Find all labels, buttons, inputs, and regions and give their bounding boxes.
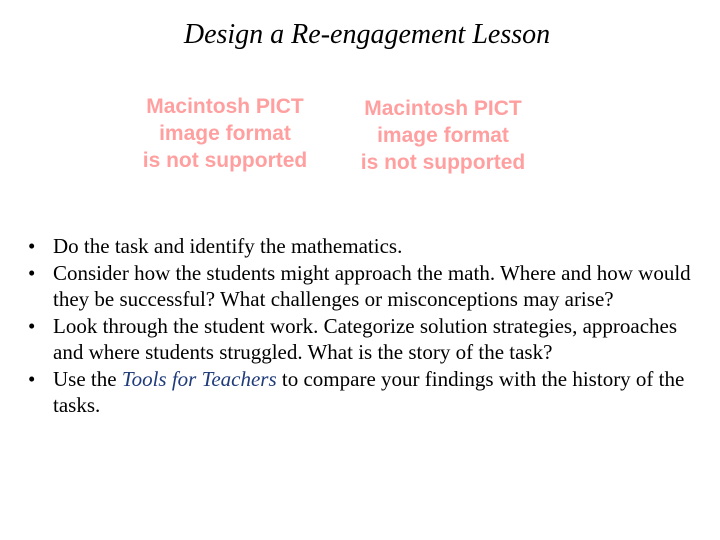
image-placeholder-left [120,93,330,174]
bullet-text: Consider how the students might approach the math. Where and how would they be successful? What challenges or misconceptions may arise? [53,260,691,311]
placeholder-line: Macintosh PICT [364,97,522,120]
bullet-icon: • [28,260,36,285]
bullet-icon: • [28,234,36,258]
bullet-text-end: to compare your findings with the history of the tasks. [53,366,685,417]
bullet-list [28,233,698,419]
image-placeholder-right [338,95,548,176]
slide-title: Design a Re-engagement Lesson [183,19,551,50]
placeholder-line: is not supported [142,149,308,172]
bullet-icon: • [28,313,36,338]
placeholder-line: image format [377,124,509,147]
bullet-text-start: Use the [53,366,122,391]
list-item [28,233,698,260]
list-item [28,313,698,366]
list-item [28,366,698,419]
placeholder-line: Macintosh PICT [146,95,304,118]
tools-for-teachers-text: Tools for Teachers [121,366,277,391]
bullet-text: Look through the student work. Categorize solution strategies, approaches and where students struggled. What is the story of the task? [53,313,678,364]
placeholder-line: is not supported [360,151,526,174]
list-item [28,260,698,313]
placeholder-line: image format [159,122,291,145]
bullet-text: Do the task and identify the mathematics. [53,234,403,258]
bullet-icon: • [28,366,36,391]
